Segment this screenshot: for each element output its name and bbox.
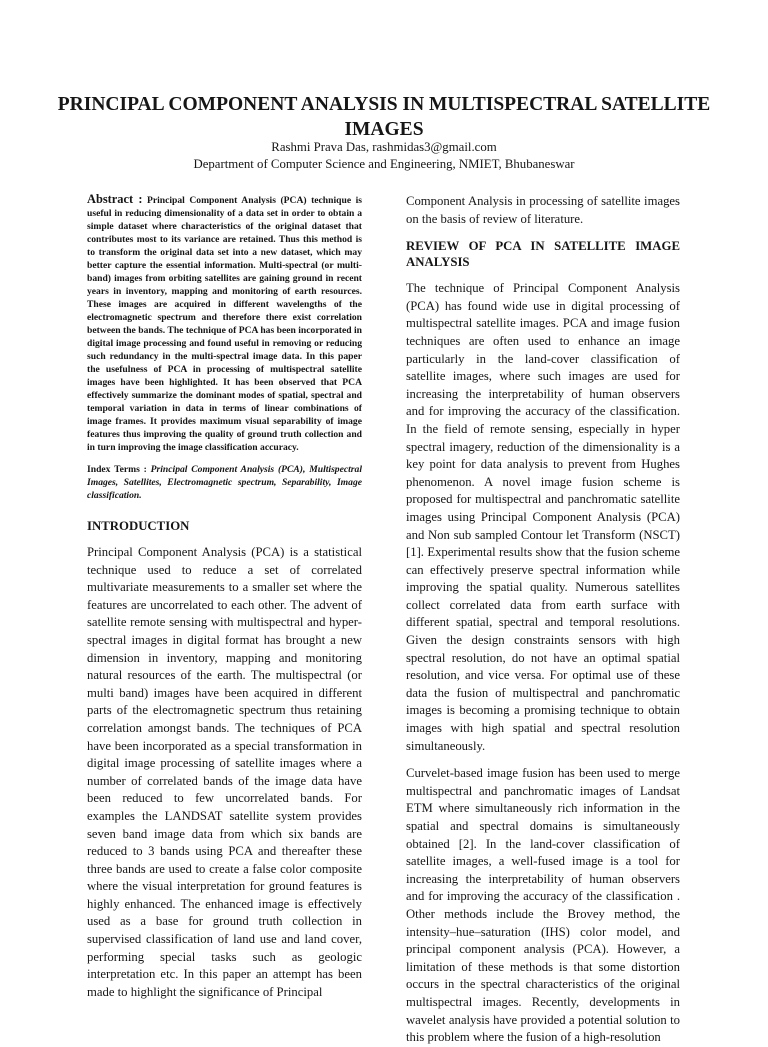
abstract (87, 193, 362, 454)
index-terms-text: Principal Component Analysis (PCA), Multispectral Images, Satellites, Electromagnetic spectrum, Separability, Image classification. (87, 464, 362, 501)
abstract-heading: Abstract : (87, 192, 143, 206)
author-line: Rashmi Prava Das, rashmidas3@gmail.com (271, 140, 497, 154)
introduction-heading: INTRODUCTION (87, 519, 190, 533)
right-column (406, 193, 680, 1047)
left-column (87, 193, 362, 1001)
review-paragraph-1: The technique of Principal Component Analysis (PCA) has found wide use in digital processing of multispectral satellite images. PCA and image fusion techniques are often used to enhance an image particularly in the land-cover classification of satellite images, where such images are used for increasing the interpretability of human observers and for improving the accuracy of the classification. In the field of remote sensing, especially in hyper spectral imagery, reduction of the dimensionality is a key point for data analysis to prevent from Hughes phenomenon. A novel image fusion scheme is proposed for multispectral and panchromatic satellite images using Principal Component Analysis (PCA) and Non sub sampled Contour let Transform (NSCT) [1]. Experimental results show that the fusion scheme can effectively preserve spectral information while improving the spatial quality. Numerous satellites collect correlated data from earth surface with different spatial, spectral and temporal resolutions. Given the design constraints sensors with high spectral resolution, do not have an optimal spatial resolution, and vice versa. For optimal use of these data the fusion of multispectral and panchromatic images is becoming a promising technique to obtain images with high spatial and spectral resolution simultaneously. (406, 281, 680, 753)
affiliation-line: Department of Computer Science and Engineering, NMIET, Bhubaneswar (193, 157, 575, 171)
index-terms (87, 463, 362, 502)
paper-title: PRINCIPAL COMPONENT ANALYSIS IN MULTISPECTRAL SATELLITE IMAGES (57, 94, 711, 140)
introduction-continuation: Component Analysis in processing of satellite images on the basis of review of literature. (406, 194, 680, 226)
review-heading: REVIEW OF PCA IN SATELLITE IMAGE ANALYSIS (406, 239, 680, 270)
index-terms-label: Index Terms : (87, 464, 147, 475)
review-paragraph-2: Curvelet-based image fusion has been used to merge multispectral and panchromatic images of Landsat ETM where simultaneously rich information in the spatial and spectral domains is simultaneously obtained [2]. In the land-cover classification of satellite images, a well-fused image is a tool for increasing the interpretability of human observers and for improving the accuracy of the classification . Other methods include the Brovey method, the intensity–hue–saturation (IHS) color model, and principal component analysis (PCA). However, a limitation of these methods is that some distortion occurs in the spectral characteristics of the original multispectral images. Recently, developments in wavelet analysis have provided a potential solution to this problem where the fusion of a high-resolution (406, 766, 680, 1045)
introduction-paragraph: Principal Component Analysis (PCA) is a statistical technique used to reduce a set of correlated multivariate measurements to a smaller set where the features are uncorrelated to each other. The advent of satellite remote sensing with multispectral and hyper-spectral images in digital format has brought a new dimension in inventory, mapping and monitoring natural resources of the earth. The multispectral (or multi band) images have been acquired in different parts of the electromagnetic spectrum thus retaining correlation amongst bands. The techniques of PCA have been incorporated as a special transformation in digital image processing of satellite images where a number of correlated bands of the image data have been reduced to few uncorrelated bands. For examples the LANDSAT satellite system provides seven band image data from which six bands are reduced to 3 bands using PCA and thereafter these three bands are used to create a false color composite where the visual interpretation for ground features is highly enhanced. The enhanced image is effectively used as a base for ground truth collection in supervised classification of land use and land cover, performing special tasks such as geologic interpretation etc. In this paper an attempt has been made to highlight the significance of Principal (87, 545, 362, 999)
abstract-text: Principal Component Analysis (PCA) technique is useful in reducing dimensionality of a data set in order to obtain a simple dataset where characteristics of the original dataset that contributes most to its variance are retained. Thus this method is to transform the original data set into a new dataset, which may better capture the essential information. Multi-spectral (or multi-band) images from orbiting satellites are gaining ground in recent years in inventory, mapping and monitoring of earth resources. These images are acquired in different wavelengths of the electromagnetic spectrum and therefore there exist correlation between the bands. The technique of PCA has been incorporated in digital image processing and found useful in removing or reducing such redundancy in the multi-spectral image data. In this paper the usefulness of PCA in processing of multispectral satellite images have been highlighted. It has been observed that PCA effectively summarize the dominant modes of spatial, spectral and temporal variation in data in terms of linear combinations of image frames. It provides maximum visual separability of image features thus improving the quality of ground truth collection and in turn improving the image classification accuracy. (87, 195, 362, 453)
